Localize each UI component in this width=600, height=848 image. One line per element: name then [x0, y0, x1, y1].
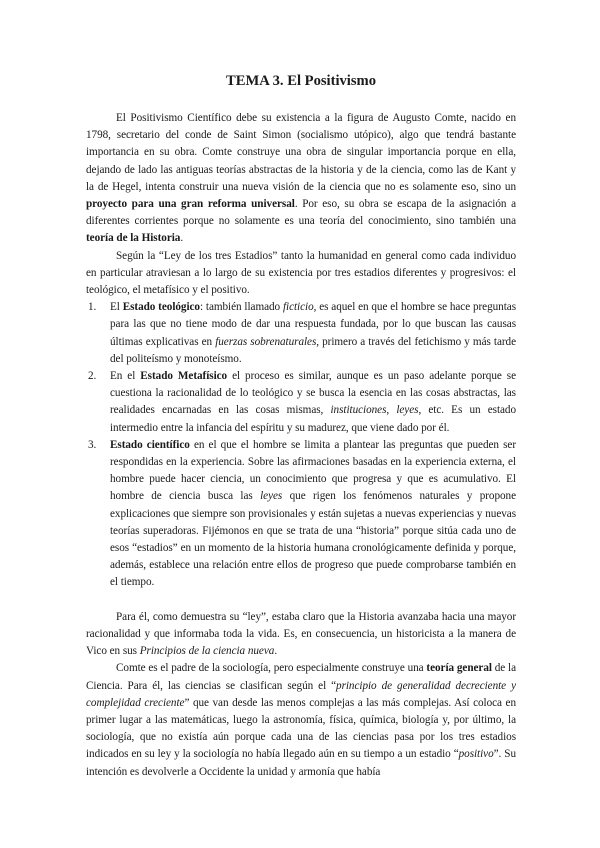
italic-phrase: leyes: [260, 490, 283, 503]
text-run: El: [110, 301, 123, 314]
list-number: 3.: [88, 438, 97, 451]
text-run: , es aquel en que el hombre se hace preguntas para las que no tiene modo de dar una respuesta fundada, por lo que buscan las causas últimas explicativas en: [110, 301, 516, 348]
page-title: TEMA 3. El Positivismo: [226, 73, 376, 89]
italic-phrase: principio de generalidad decreciente y complejidad creciente: [86, 679, 516, 709]
bold-phrase: teoría de la Historia: [86, 232, 181, 245]
list-item-metaphysical: [86, 368, 516, 437]
list-item-theological: [86, 299, 516, 368]
text-run: Para él, como demuestra su “ley”, estaba claro que la Historia avanzaba hacia una mayor racionalidad y que informaba toda la vida. Es, en consecuencia, un historicista a la manera de Vico en sus: [86, 610, 516, 658]
paragraph-spacer: [86, 592, 516, 609]
italic-phrase: Principios de la ciencia nueva: [139, 645, 275, 658]
list-number: 2.: [88, 370, 97, 383]
text-run: .: [180, 232, 184, 245]
text-run: el proceso es similar, aunque es un paso adelante porque se cuestiona la racionalidad de lo teológico y se busca la esencia en las cosas abstractas, las realidades encarnadas en las cosas mismas,: [110, 370, 517, 417]
text-run: ”. Su intención es devolverle a Occidente la unidad y armonía que había: [86, 748, 516, 778]
bold-phrase: Estado teológico: [122, 301, 200, 314]
text-run: , etc. Es un estado intermedio entre la infancia del espíritu y su madurez, que viene dado por él.: [110, 404, 517, 434]
text-run: ” que van desde las menos complejas a las más complejas. Así coloca en primer lugar a las matemáticas, luego la astronomía, física, química, biología y, por último, la sociología, que no existía aún porque cada una de las ciencias pasa por los tres estadios indicados en su ley y la sociología no había llegado aún en su tiempo a un estadio “: [86, 696, 516, 761]
list-item-scientific: [86, 437, 516, 592]
text-run: : también llamado: [199, 301, 283, 314]
italic-phrase: instituciones, leyes: [330, 404, 419, 417]
text-run: El Positivismo Científico debe su existencia a la figura de Augusto Comte, nacido en 1798, secretario del conde de Saint Simon (socialismo utópico), algo que tendrá bastante importancia en su obra. Comte construye una obra de singular importancia porque en ella, dejando de lado las antiguas teorías abstractas de la historia y de la ciencia, como las de Kant y la de Hegel, intenta construir una nueva visión de la ciencia que no es solamente eso, sino un: [86, 112, 516, 193]
italic-phrase: positivo: [458, 748, 494, 761]
text-run: , primero a través del fetichismo y más tarde del politeísmo y monoteísmo.: [110, 335, 516, 365]
stages-list: [86, 299, 516, 591]
list-number: 1.: [88, 301, 97, 314]
text-run: . Por eso, su obra se escapa de la asignación a diferentes corrientes porque no solamente es una teoría del conocimiento, sino también una: [86, 198, 516, 228]
text-run: de la Ciencia. Para él, las ciencias se clasifican según el “: [86, 662, 516, 692]
italic-phrase: fuerzas sobrenaturales: [215, 335, 317, 348]
bold-phrase: proyecto para una gran reforma universal: [86, 198, 295, 211]
italic-phrase: ficticio: [282, 301, 314, 314]
paragraph-historicism: [86, 609, 516, 661]
text-run: Comte es el padre de la sociología, pero especialmente construye una: [116, 662, 427, 675]
text-run: en el que el hombre se limita a plantear las preguntas que pueden ser respondidas en la experiencia. Sobre las afirmaciones basadas en la experiencia externa, el hombre puede hacer ciencia, un conocimiento que progresa y que es acumulativo. El hombre de ciencia busca las: [110, 438, 516, 503]
document-body: [86, 72, 516, 781]
text-run: .: [274, 645, 278, 658]
paragraph-three-stages-law: Según la “Ley de los tres Estadios” tanto la humanidad en general como cada individuo en particular atraviesan a lo largo de su existencia por tres estadios diferentes y progresivos: el teológico, el metafísico y el positivo.: [86, 249, 516, 297]
bold-phrase: Estado Metafísico: [140, 370, 228, 383]
paragraph-intro: [86, 110, 516, 248]
text-run: En el: [110, 370, 141, 383]
paragraph-sociology: [86, 660, 516, 780]
bold-phrase: teoría general: [426, 662, 492, 675]
bold-phrase: Estado científico: [110, 438, 190, 451]
text-run: que rigen los fenómenos naturales y propone explicaciones que siempre son provisionales y están sujetas a nuevas experiencias y nuevas teorías superadoras. Fijémonos en que se trata de una “historia” porque sitúa cada uno de esos “estadios” en un momento de la historia humana cronológicamente definida y porque, además, establece una relación entre ellos de progreso que puede comprobarse también en el tiempo.: [110, 490, 517, 589]
